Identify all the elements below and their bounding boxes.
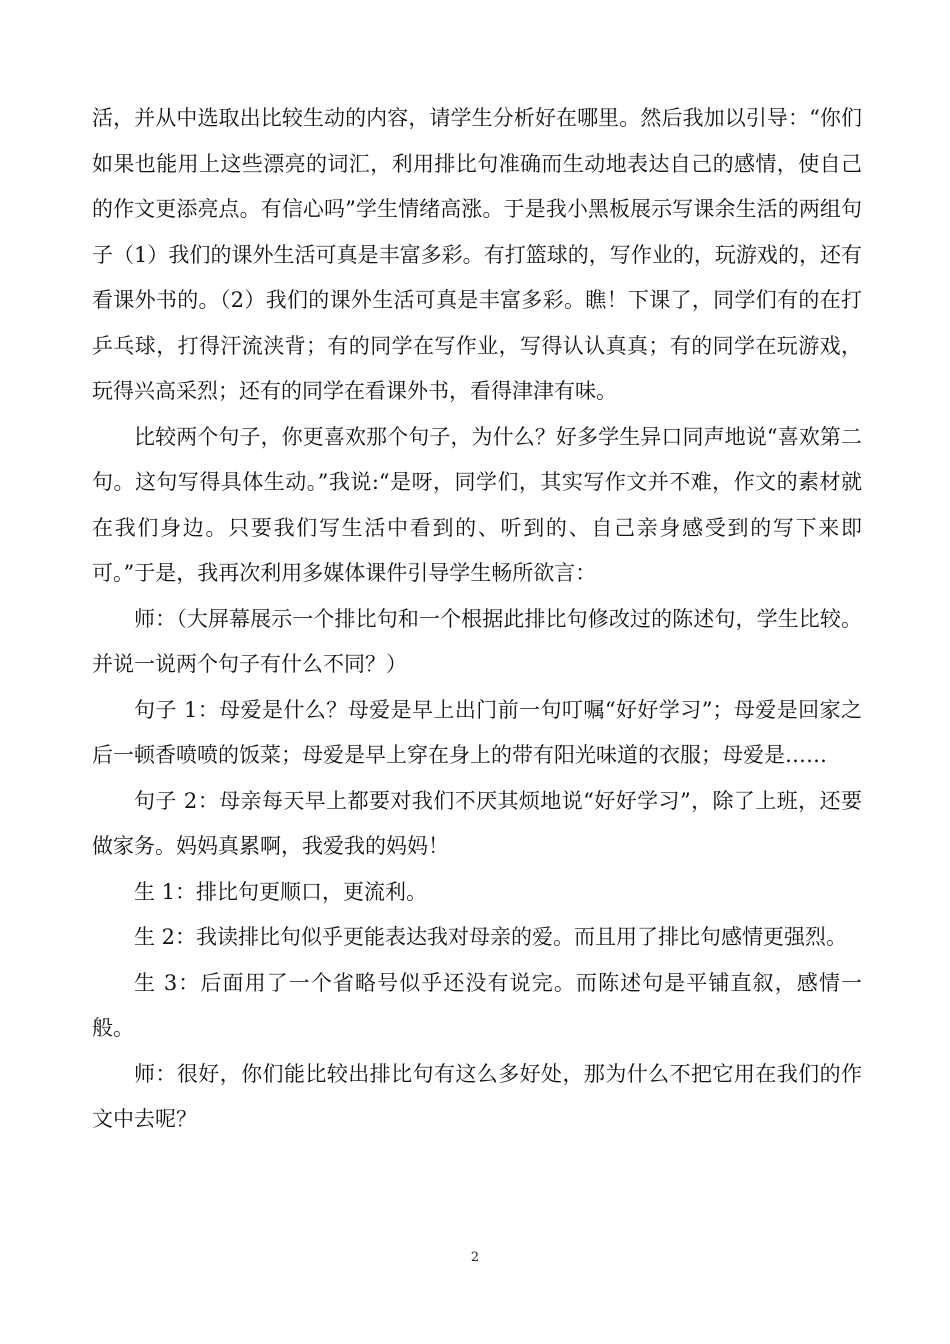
paragraph: 师：（大屏幕展示一个排比句和一个根据此排比句修改过的陈述句，学生比较。并说一说两个句子有什么不同？） — [92, 606, 862, 676]
page-number: 2 — [470, 1250, 480, 1265]
paragraph: 师：很好，你们能比较出排比句有这么多好处，那为什么不把它用在我们的作文中去呢？ — [92, 1061, 862, 1131]
paragraph: 生 2：我读排比句似乎更能表达我对母亲的爱。而且用了排比句感情更强烈。 — [134, 925, 848, 949]
paragraph: 句子 1：母爱是什么？母爱是早上出门前一句叮嘱“好好学习”；母爱是回家之后一顿香喷喷的饭菜；母爱是早上穿在身上的带有阳光味道的衣服；母爱是…… — [92, 697, 862, 767]
paragraph: 活，并从中选取出比较生动的内容，请学生分析好在哪里。然后我加以引导：“你们如果也能用上这些漂亮的词汇，利用排比句准确而生动地表达自己的感情，使自己的作文更添亮点。有信心吗”学生情绪高涨。于是我小黑板展示写课余生活的两组句子（1）我们的课外生活可真是丰富多彩。有打篮球的，写作业的，玩游戏的，还有看课外书的。（2）我们的课外生活可真是丰富多彩。瞧！下课了，同学们有的在打乒乓球，打得汗流浃背；有的同学在写作业，写得认认真真；有的同学在玩游戏，玩得兴高采烈；还有的同学在看课外书，看得津津有味。 — [92, 106, 862, 403]
paragraph: 生 1：排比句更顺口，更流利。 — [134, 879, 428, 904]
paragraph: 句子 2：母亲每天早上都要对我们不厌其烦地说“好好学习”，除了上班，还要做家务。妈妈真累啊，我爱我的妈妈！ — [92, 788, 862, 858]
paragraph: 比较两个句子，你更喜欢那个句子，为什么？好多学生异口同声地说“喜欢第二句。这句写得具体生动。”我说:“是呀，同学们，其实写作文并不难，作文的素材就在我们身边。只要我们写生活中看到的、听到的、自己亲身感受到的写下来即可。”于是，我再次利用多媒体课件引导学生畅所欲言： — [92, 424, 862, 585]
paragraph: 生 3：后面用了一个省略号似乎还没有说完。而陈述句是平铺直叙，感情一般。 — [92, 970, 862, 1040]
document-body — [92, 96, 862, 1143]
